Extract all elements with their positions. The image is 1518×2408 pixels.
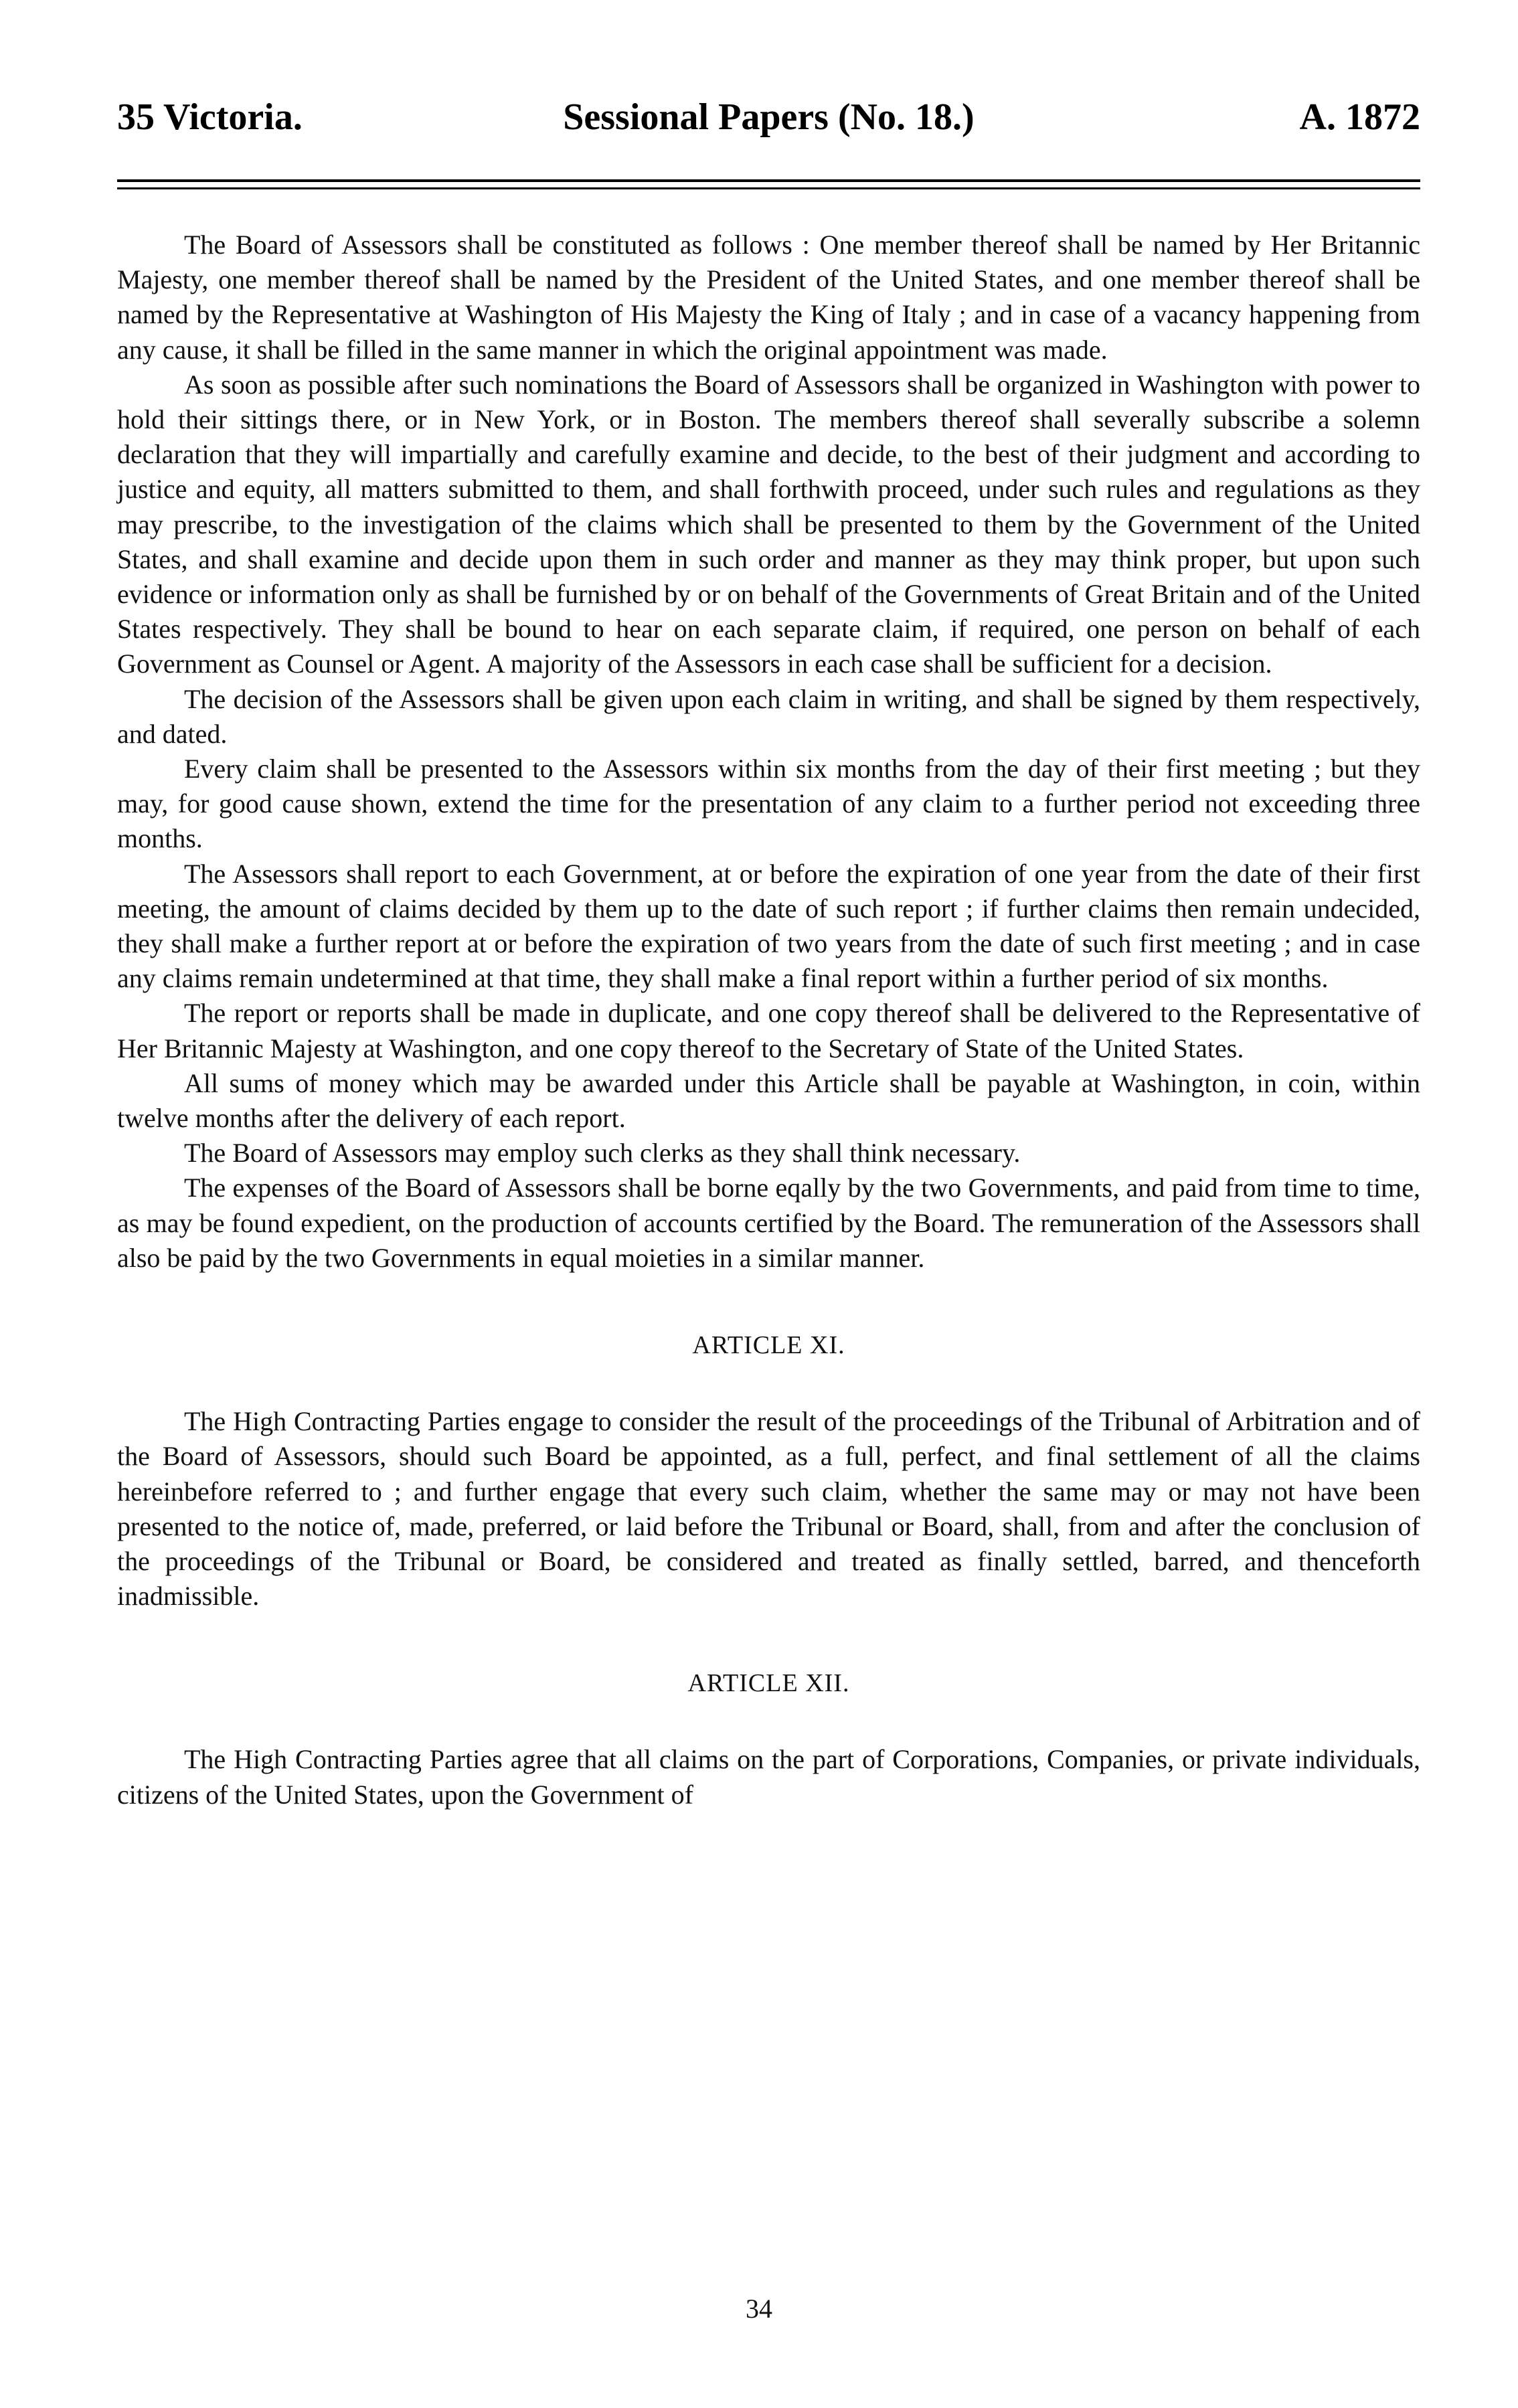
header-rule-bottom xyxy=(117,187,1420,189)
header-title: Sessional Papers (No. 18.) xyxy=(563,96,975,138)
paragraph-clerks: The Board of Assessors may employ such clerks as they shall think necessary. xyxy=(184,1138,1021,1169)
page-number: 34 xyxy=(746,2294,772,2324)
article-xii-heading: ARTICLE XII. xyxy=(687,1669,850,1698)
paragraph-expenses: The expenses of the Board of Assessors shall be borne eqally by the two Governments, and paid from time to time, as may be found expedient, on the production of accounts certified by the Board. The remuneration of the Assessors shall also be paid by the two Governments in equal moieties in a similar manner. xyxy=(117,1173,1420,1273)
paragraph-report-duplicate: The report or reports shall be made in duplicate, and one copy thereof shall be delivered to the Representative of Her Britannic Majesty at Washington, and one copy thereof to the Secretary of State of the United States. xyxy=(117,998,1420,1063)
paragraph-sums-payable: All sums of money which may be awarded under this Article shall be payable at Washington, in coin, within twelve months after the delivery of each report. xyxy=(117,1067,1420,1134)
header-volume: 35 Victoria. xyxy=(117,96,303,138)
header-rule-top xyxy=(117,179,1420,182)
paragraph-assessor-reports: The Assessors shall report to each Government, at or before the expiration of one year from the date of their first meeting, the amount of claims decided by them up to the date of such report ; if further claims then remain undecided, they shall make a further report at or before the expiration of two years from the date of such first meeting ; and in case any claims remain undetermined at that time, they shall make a final report within a further period of six months. xyxy=(117,858,1420,994)
header-year: A. 1872 xyxy=(1299,96,1420,138)
paragraph-claim-presentation: Every claim shall be presented to the Assessors within six months from the day of their first meeting ; but they may, for good cause shown, extend the time for the presentation of any claim to a further period not exceeding three months. xyxy=(117,754,1420,854)
article-xi-text: The High Contracting Parties engage to consider the result of the proceedings of the Tribunal of Arbitration and of the Board of Assessors, should such Board be appointed, as a full, perfect, and final settlement of all the claims hereinbefore referred to ; and further engage that every such claim, whether the same may or may not have been presented to the notice of, made, preferred, or laid before the Tribunal or Board, shall, from and after the conclusion of the proceedings of the Tribunal or Board, be considered and treated as finally settled, barred, and thenceforth inadmissible. xyxy=(117,1406,1420,1612)
running-header xyxy=(117,94,1420,141)
paragraph-decision-writing: The decision of the Assessors shall be given upon each claim in writing, and shall be signed by them respectively, and dated. xyxy=(117,683,1420,749)
article-xi-heading: ARTICLE XI. xyxy=(692,1331,845,1360)
paragraph-board-constitution: The Board of Assessors shall be constituted as follows : One member thereof shall be named by Her Britannic Majesty, one member thereof shall be named by the President of the United States, and one member thereof shall be named by the Representative at Washington of His Majesty the King of Italy ; and in case of a vacancy happening from any cause, it shall be filled in the same manner in which the original appointment was made. xyxy=(117,230,1420,365)
document-body xyxy=(117,228,1420,1812)
paragraph-board-organization: As soon as possible after such nominations the Board of Assessors shall be organized in Washington with power to hold their sittings there, or in New York, or in Boston. The members thereof shall severally subscribe a solemn declaration that they will impartially and carefully examine and decide, to the best of their judgment and according to justice and equity, all matters submitted to them, and shall forthwith proceed, under such rules and regulations as they may prescribe, to the investigation of the claims which shall be presented to them by the Government of the United States, and shall examine and decide upon them in such order and manner as they may think proper, but upon such evidence or information only as shall be furnished by or on behalf of the Governments of Great Britain and of the United States respectively. They shall be bound to hear on each separate claim, if required, one person on behalf of each Government as Counsel or Agent. A majority of the Assessors in each case shall be sufficient for a decision. xyxy=(117,369,1420,679)
article-xii-text: The High Contracting Parties agree that all claims on the part of Corporations, Companies, or private individuals, citizens of the United States, upon the Government of xyxy=(117,1744,1420,1810)
